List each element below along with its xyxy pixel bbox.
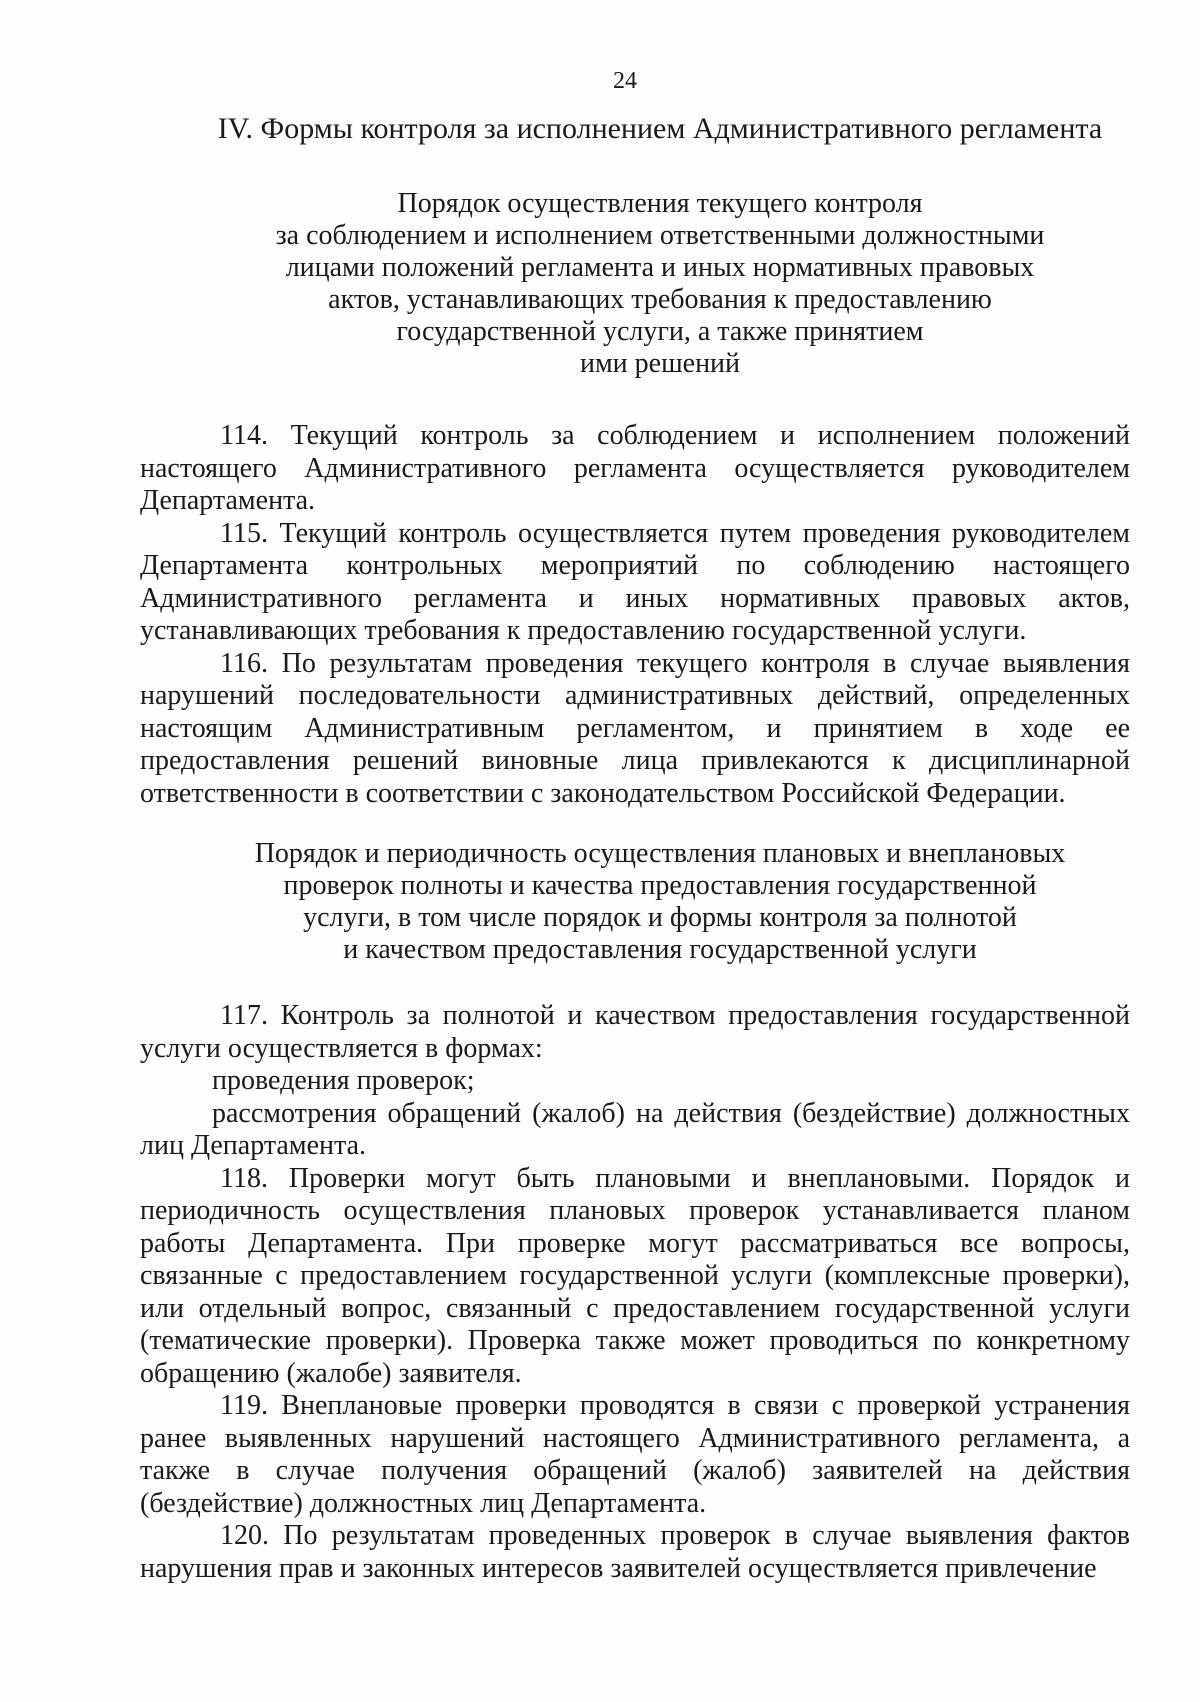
subheading-line: Порядок и периодичность осуществления плановых и внеплановых [254, 838, 1066, 869]
paragraph-120: 120. По результатам проведенных проверок в случае выявления фактов нарушения прав и законных интересов заявителей осуществляется привлечение [140, 1520, 1130, 1584]
subheading-line: актов, устанавливающих требования к предоставлению [328, 284, 992, 315]
subheading-line: услуги, в том числе порядок и формы контроля за полнотой [303, 902, 1017, 933]
section-title: IV. Формы контроля за исполнением Административного регламента [217, 112, 1103, 145]
subheading-line: лицами положений регламента и иных нормативных правовых [285, 252, 1035, 283]
paragraph-form-complaints: рассмотрения обращений (жалоб) на действия (бездействие) должностных лиц Департамента. [140, 1097, 1130, 1161]
subheading-current-control [200, 188, 1120, 380]
subheading-line: Порядок осуществления текущего контроля [397, 188, 923, 219]
paragraph-118: 118. Проверки могут быть плановыми и внеплановыми. Порядок и периодичность осуществления плановых проверок устанавливается планом работы Департамента. При проверке могут рассматриваться все вопросы, связанные с предоставлением государственной услуги (комплексные проверки), или отдельный вопрос, связанный с предоставлением государственной услуги (тематические проверки). Проверка также может проводиться по конкретному обращению (жалобе) заявителя. [140, 1162, 1130, 1389]
paragraph-114: 114. Текущий контроль за соблюдением и исполнением положений настоящего Административного регламента осуществляется руководителем Департамента. [140, 420, 1130, 516]
body-block-current-control [140, 420, 1130, 810]
subheading-planned-checks [200, 838, 1120, 966]
body-block-planned-checks [140, 1000, 1130, 1585]
subheading-line: проверок полноты и качества предоставления государственной [283, 870, 1037, 901]
subheading-line: государственной услуги, а также принятием [396, 316, 924, 347]
paragraph-form-checks: проведения проверок; [212, 1065, 475, 1096]
paragraph-115: 115. Текущий контроль осуществляется путем проведения руководителем Департамента контрольных мероприятий по соблюдению настоящего Административного регламента и иных нормативных правовых актов, устанавливающих требования к предоставлению государственной услуги. [140, 517, 1130, 646]
subheading-line: ими решений [579, 348, 741, 379]
subheading-line: и качеством предоставления государственной услуги [343, 934, 977, 965]
subheading-line: за соблюдением и исполнением ответственными должностными [275, 220, 1045, 251]
paragraph-119: 119. Внеплановые проверки проводятся в связи с проверкой устранения ранее выявленных нарушений настоящего Административного регламента, а также в случае получения обращений (жалоб) заявителей на действия (бездействие) должностных лиц Департамента. [140, 1390, 1130, 1519]
paragraph-117: 117. Контроль за полнотой и качеством предоставления государственной услуги осуществляется в формах: [140, 1000, 1130, 1064]
page-number: 24 [613, 68, 637, 94]
paragraph-116: 116. По результатам проведения текущего контроля в случае выявления нарушений последовательности административных действий, определенных настоящим Административным регламентом, и принятием в ходе ее предоставления решений виновные лица привлекаются к дисциплинарной ответственности в соответствии с законодательством Российской Федерации. [140, 647, 1130, 809]
